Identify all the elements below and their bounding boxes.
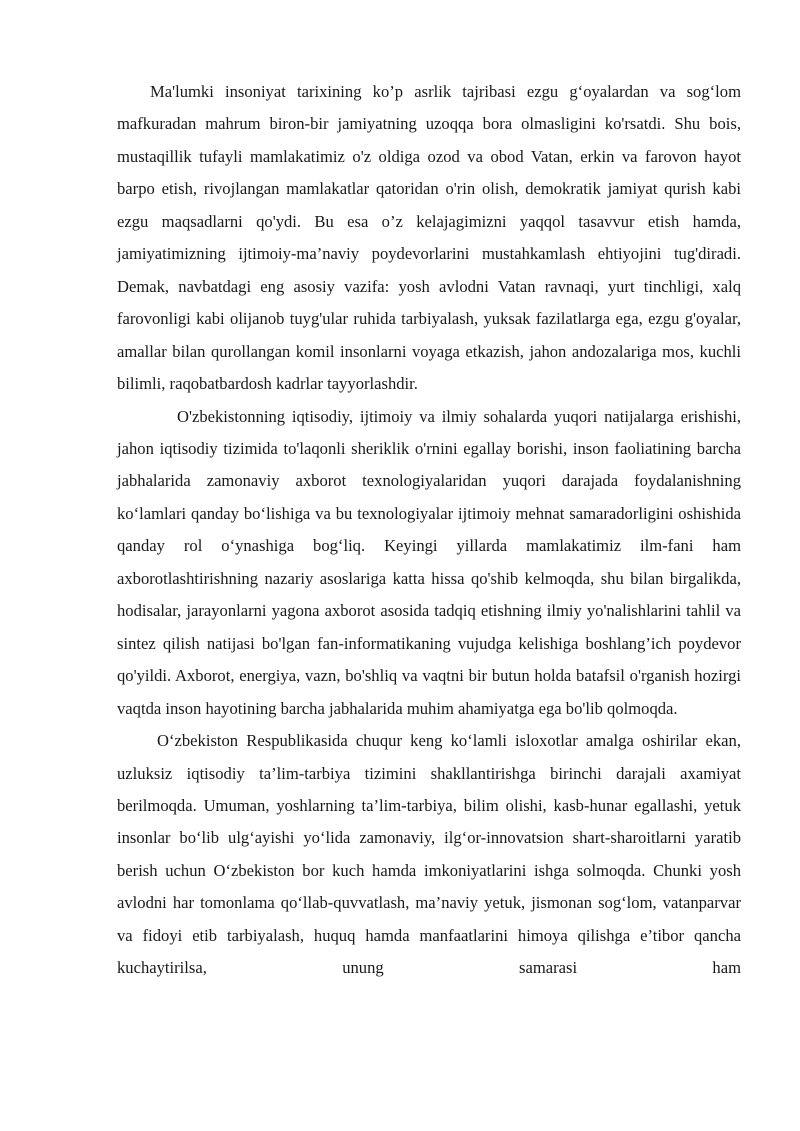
body-text: [117, 76, 741, 985]
paragraph-2: O'zbekistonning iqtisodiy, ijtimoiy va ilmiy sohalarda yuqori natijalarga erishishi, jahon iqtisodiy tizimida to'laqonli sheriklik o'rnini egallay borishi, inson faoliatining barcha jabhalarida zamonaviy axborot texnologiyalaridan yuqori darajada foydalanishning ko‘lamlari qanday bo‘lishiga va bu texnologiyalar ijtimoiy mehnat samaradorligini oshishida qanday rol o‘ynashiga bog‘liq. Keyingi yillarda mamlakatimiz ilm-fani ham axborotlashtirishning nazariy asoslariga katta hissa qo'shib kelmoqda, shu bilan birgalikda, hodisalar, jarayonlarni yagona axborot asosida tadqiq etishning ilmiy yo'nalishlarini tahlil va sintez qilish natijasi bo'lgan fan-informatikaning vujudga kelishiga boshlang’ich poydevor qo'yildi. Axborot, energiya, vazn, bo'shliq va vaqtni bir butun holda batafsil o'rganish hozirgi vaqtda inson hayotining barcha jabhalarida muhim ahamiyatga ega bo'lib qolmoqda.: [117, 406, 741, 718]
paragraph-1: Ma'lumki insoniyat tarixining ko’p asrlik tajribasi ezgu g‘oyalardan va sog‘lom mafkuradan mahrum biron-bir jamiyatning uzoqqa bora olmasligini ko'rsatdi. Shu bois, mustaqillik tufayli mamlakatimiz o'z oldiga ozod va obod Vatan, erkin va farovon hayot barpo etish, rivojlangan mamlakatlar qatoridan o'rin olish, demokratik jamiyat qurish kabi ezgu maqsadlarni qo'ydi. Bu esa o’z kelajagimizni yaqqol tasavvur etish hamda, jamiyatimizning ijtimoiy-ma’naviy poydevorlarini mustahkamlash ehtiyojini tug'diradi. Demak, navbatdagi eng asosiy vazifa: yosh avlodni Vatan ravnaqi, yurt tinchligi, xalq farovonligi kabi olijanob tuyg'ular ruhida tarbiyalash, yuksak fazilatlarga ega, ezgu g'oyalar, amallar bilan qurollangan komil insonlarni voyaga etkazish, jahon andozalariga mos, kuchli bilimli, raqobatbardosh kadrlar tayyorlashdir.: [117, 82, 741, 394]
paragraph-3: O‘zbekiston Respublikasida chuqur keng ko‘lamli isloxotlar amalga oshirilar ekan, uzluksiz iqtisodiy ta’lim-tarbiya tizimini shakllantirishga birinchi darajali axamiyat berilmoqda. Umuman, yoshlarning ta’lim-tarbiya, bilim olishi, kasb-hunar egallashi, yetuk insonlar bo‘lib ulg‘ayishi yo‘lida zamonaviy, ilg‘or-innovatsion shart-sharoitlarni yaratib berish uchun O‘zbekiston bor kuch hamda imkoniyatlarini ishga solmoqda. Chunki yosh avlodni har tomonlama qo‘llab-quvvatlash, ma’naviy yetuk, jismonan sog‘lom, vatanparvar va fidoyi etib tarbiyalash, huquq hamda manfaatlarini himoya qilishga e’tibor qancha kuchaytirilsa, unung samarasi ham: [117, 731, 741, 978]
